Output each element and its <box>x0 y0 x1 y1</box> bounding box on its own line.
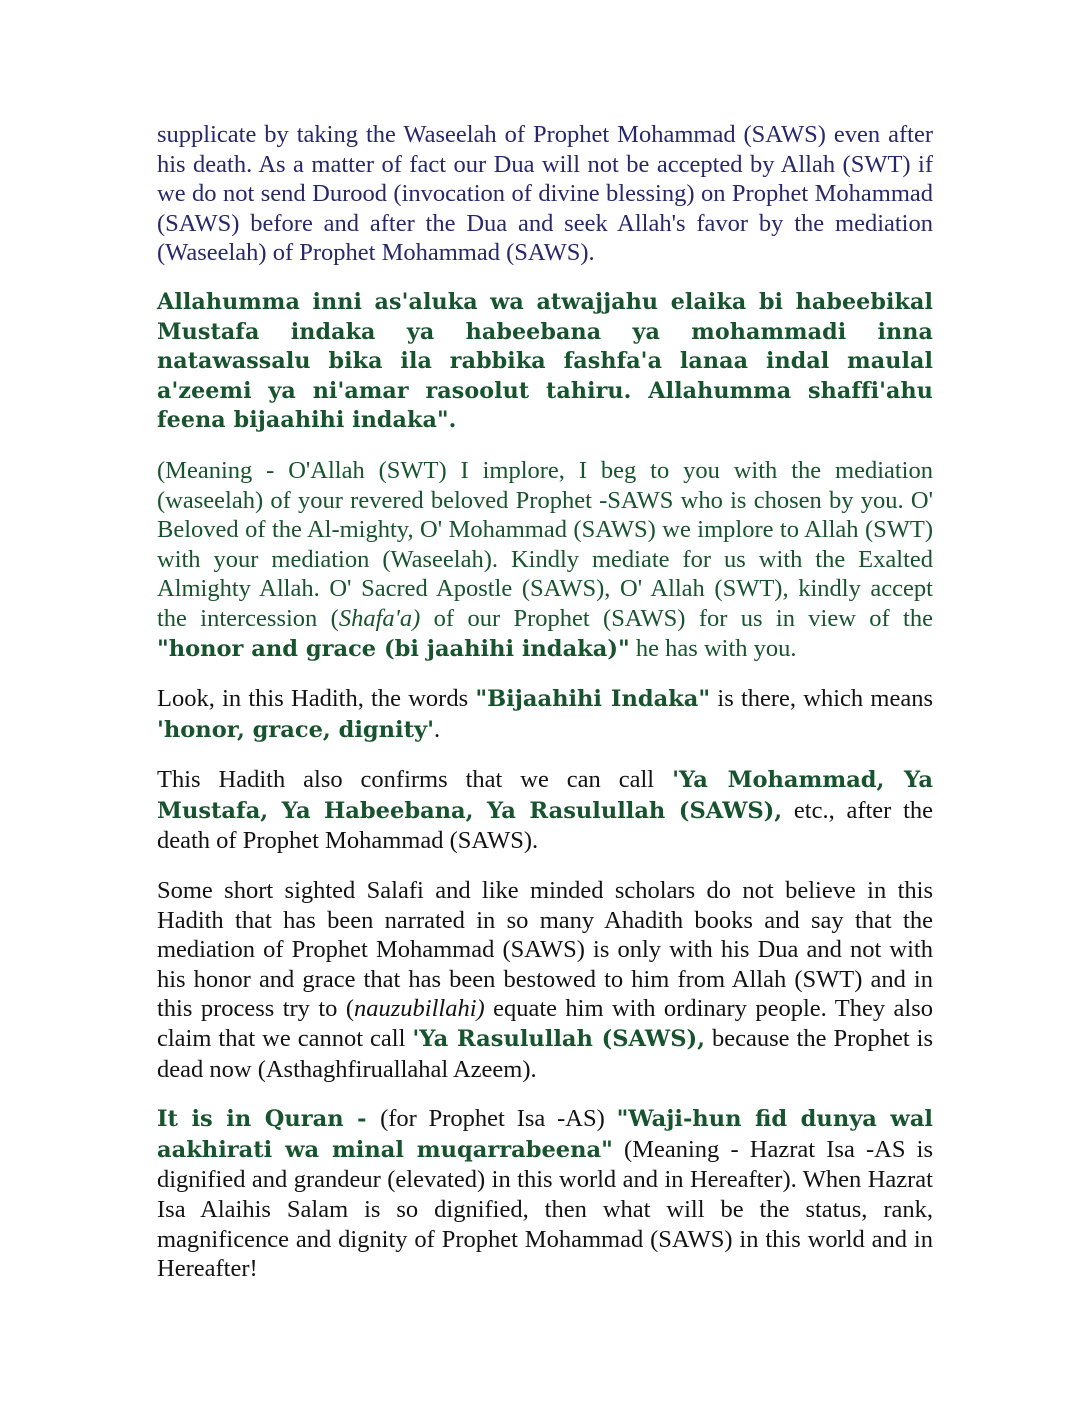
confirms-bold-ya-mohammad-list: 'Ya Mohammad, Ya Mustafa, Ya Habeebana, Ya Rasulullah (SAWS), <box>157 767 933 824</box>
paragraph-gap <box>157 436 933 456</box>
paragraph-gap <box>157 664 933 684</box>
paragraph-gap <box>157 268 933 288</box>
look-text-part-2: is there, which means <box>710 685 933 713</box>
salafi-italic-nauzubillahi: nauzubillahi) <box>353 995 485 1023</box>
paragraph-quran-reference <box>157 1104 933 1284</box>
salafi-bold-ya-rasulullah: 'Ya Rasulullah (SAWS), <box>412 1026 705 1053</box>
paragraph-supplicate-continuation: supplicate by taking the Waseelah of Prophet Mohammad (SAWS) even after his death. As a matter of fact our Dua will not be accepted by Allah (SWT) if we do not send Durood (invocation of divine blessing) on Prophet Mohammad (SAWS) before and after the Dua and seek Allah's favor by the mediation (Waseelah) of Prophet Mohammad (SAWS). <box>157 121 933 267</box>
paragraph-gap <box>157 1084 933 1104</box>
salafi-text-part-2: equate him with ordinary people. They also claim that we cannot call <box>157 995 933 1053</box>
confirms-text-part-2: etc., after the death of Prophet Mohammad (SAWS). <box>157 796 934 855</box>
paragraph-dua-transliteration: Allahumma inni as'aluka wa atwajjahu elaika bi habeebikal Mustafa indaka ya habeebana ya mohammadi inna natawassalu bika ila rabbika fashfa'a lanaa indal maulal a'zeemi ya ni'amar rasoolut tahiru. Allahumma shaffi'ahu feena bijaahihi indaka". <box>157 288 933 434</box>
paragraph-gap <box>157 745 933 765</box>
look-text-part-1: Look, in this Hadith, the words <box>157 685 476 713</box>
quran-text-part-2: (Meaning - Hazrat Isa -AS is dignified and grandeur (elevated) in this world and in Hereafter). When Hazrat Isa Alaihis Salam is so dignified, then what will be the status, rank, magnificence and dignity of Prophet Mohammad (SAWS) in this world and in Hereafter! <box>157 1135 934 1283</box>
meaning-text-part-3: he has with you. <box>629 634 797 662</box>
look-bold-honor-grace-dignity: 'honor, grace, dignity' <box>157 716 435 743</box>
meaning-text-part-2: of our Prophet (SAWS) for us in view of the <box>420 604 933 632</box>
paragraph-look-hadith <box>157 684 933 745</box>
meaning-bold-honor-and-grace: "honor and grace (bi jaahihi indaka)" <box>157 635 630 662</box>
quran-text-part-1: (for Prophet Isa -AS) <box>380 1105 617 1133</box>
quran-bold-lead-in: It is in Quran - <box>157 1106 381 1133</box>
look-text-part-3: . <box>434 715 441 743</box>
meaning-italic-shafaa: Shafa'a) <box>338 604 421 632</box>
paragraph-meaning-translation <box>157 456 933 664</box>
confirms-text-part-1: This Hadith also confirms that we can call <box>157 766 673 794</box>
meaning-text-part-1: (Meaning - O'Allah (SWT) I implore, I beg to you with the mediation (waseelah) of your revered beloved Prophet -SAWS who is chosen by you. O' Beloved of the Al-mighty, O' Mohammad (SAWS) we implore to Allah (SWT) with your mediation (Waseelah). Kindly mediate for us with the Exalted Almighty Allah. O' Sacred Apostle (SAWS), O' Allah (SWT), kindly accept the intercession ( <box>157 456 933 632</box>
salafi-text-part-1: Some short sighted Salafi and like minded scholars do not believe in this Hadith that has been narrated in so many Ahadith books and say that the mediation of Prophet Mohammad (SAWS) is only with his Dua and not with his honor and grace that has been bestowed to him from Allah (SWT) and in this process try to ( <box>157 877 933 1023</box>
quran-bold-ayah-transliteration: "Waji-hun fid dunya wal aakhirati wa minal muqarrabeena" <box>157 1106 933 1163</box>
paragraph-salafi-scholars <box>157 876 933 1084</box>
look-bold-bijaahihi-indaka: "Bijaahihi Indaka" <box>475 686 711 713</box>
salafi-text-part-3: because the Prophet is dead now (Asthaghfiruallahal Azeem). <box>157 1025 933 1083</box>
paragraph-hadith-confirms <box>157 765 933 856</box>
text-column <box>157 120 933 1284</box>
paragraph-gap <box>157 856 933 876</box>
